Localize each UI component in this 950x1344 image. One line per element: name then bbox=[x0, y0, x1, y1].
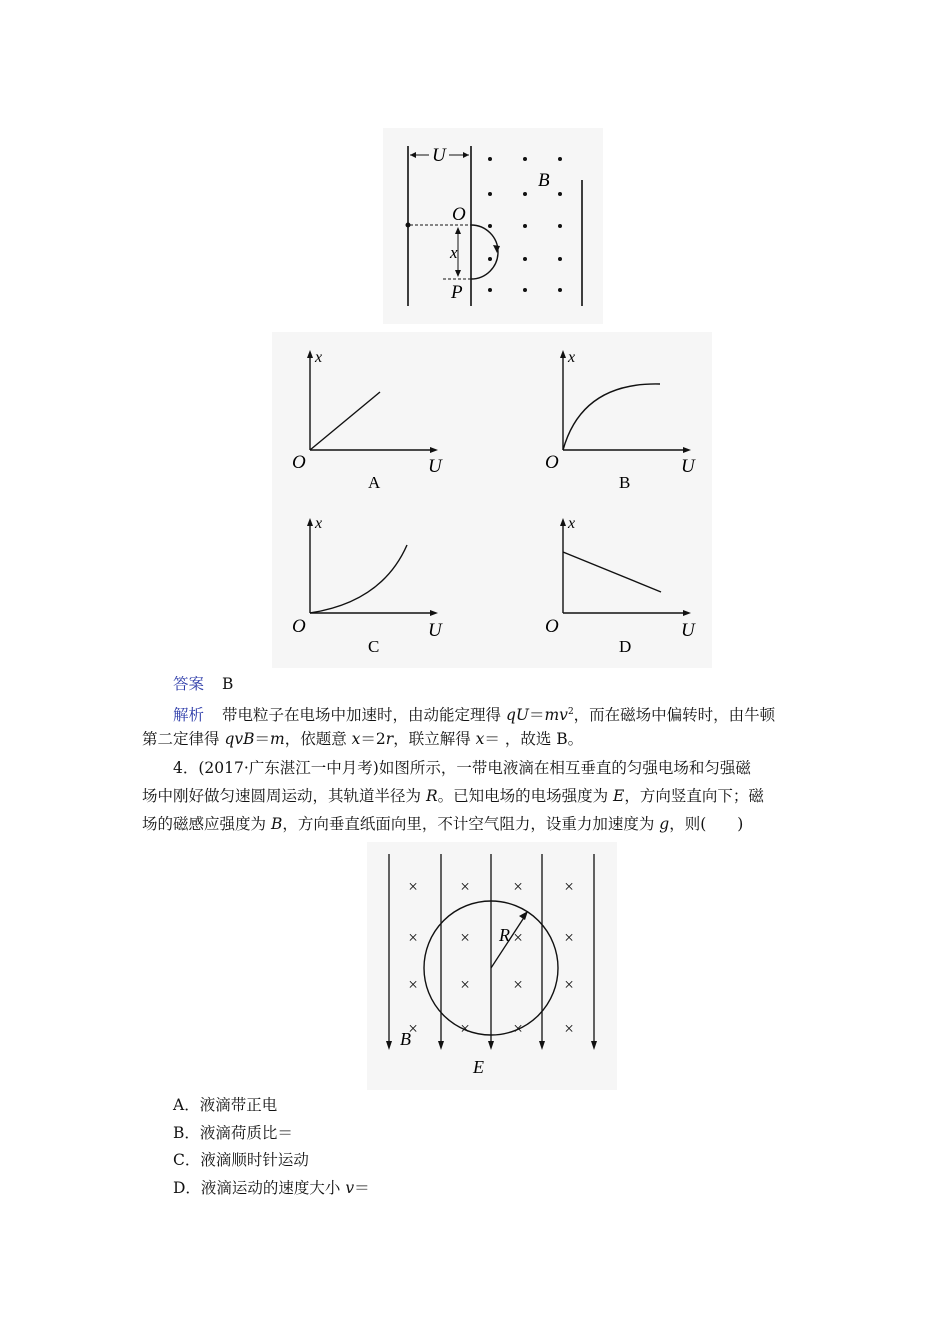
svg-text:x: x bbox=[568, 349, 576, 366]
answer-line bbox=[173, 672, 233, 696]
svg-text:×: × bbox=[460, 1019, 470, 1038]
svg-text:×: × bbox=[460, 928, 470, 947]
svg-text:x: x bbox=[315, 515, 323, 532]
graph-a-caption: A bbox=[368, 473, 381, 492]
label-x: x bbox=[450, 243, 458, 262]
svg-text:O: O bbox=[292, 452, 306, 473]
graph-c-caption: C bbox=[368, 637, 380, 656]
label-B: B bbox=[538, 170, 550, 191]
answer-label: 答案 bbox=[173, 675, 205, 693]
label-O: O bbox=[452, 204, 466, 225]
option-d: D．液滴运动的速度大小 v＝ bbox=[173, 1179, 370, 1197]
svg-text:×: × bbox=[408, 1019, 418, 1038]
svg-text:×: × bbox=[408, 928, 418, 947]
option-b: B．液滴荷质比＝ bbox=[173, 1124, 293, 1142]
svg-text:×: × bbox=[564, 975, 574, 994]
svg-text:×: × bbox=[513, 1019, 523, 1038]
option-a: A．液滴带正电 bbox=[173, 1096, 278, 1114]
svg-text:O: O bbox=[545, 616, 559, 637]
svg-text:U: U bbox=[681, 620, 695, 641]
svg-text:×: × bbox=[564, 1019, 574, 1038]
svg-text:O: O bbox=[545, 452, 559, 473]
svg-text:B: B bbox=[400, 1029, 411, 1049]
analysis-line-2: 第二定律得 qvB＝m，依题意 x＝2r，联立解得 x＝ ，故选 B。 bbox=[142, 730, 584, 748]
svg-text:R: R bbox=[499, 925, 510, 945]
svg-text:x: x bbox=[315, 349, 323, 366]
question4-line-2: 场中刚好做匀速圆周运动，其轨道半径为 R。已知电场的电场强度为 E，方向竖直向下；磁 bbox=[142, 787, 764, 805]
analysis-line-1: 解析 带电粒子在电场中加速时，由动能定理得 $qU=mv^2$，而在磁场中偏转时，由牛顿 bbox=[173, 706, 776, 725]
svg-text:O: O bbox=[292, 616, 306, 637]
analysis-label: 解析 bbox=[173, 706, 205, 725]
svg-text:×: × bbox=[513, 975, 523, 994]
svg-text:×: × bbox=[408, 975, 418, 994]
svg-text:×: × bbox=[513, 877, 523, 896]
option-c: C．液滴顺时针运动 bbox=[173, 1151, 309, 1169]
figure-crossed-fields bbox=[367, 842, 617, 1090]
svg-text:×: × bbox=[460, 877, 470, 896]
svg-text:E: E bbox=[473, 1057, 484, 1077]
svg-text:×: × bbox=[513, 928, 523, 947]
graph-d-caption: D bbox=[619, 637, 632, 656]
svg-text:x: x bbox=[568, 515, 576, 532]
question4-line-3: 场的磁感应强度为 B，方向垂直纸面向里，不计空气阻力，设重力加速度为 g，则( ) bbox=[142, 815, 744, 833]
label-U: U bbox=[432, 145, 446, 166]
graph-b-caption: B bbox=[619, 473, 631, 492]
svg-text:×: × bbox=[564, 877, 574, 896]
svg-text:×: × bbox=[460, 975, 470, 994]
figure-field-setup bbox=[383, 128, 603, 324]
question4-line-1: 4．(2017·广东湛江一中月考)如图所示，一带电液滴在相互垂直的匀强电场和匀强磁 bbox=[173, 759, 751, 777]
svg-text:×: × bbox=[564, 928, 574, 947]
graph-options-panel bbox=[272, 332, 712, 668]
svg-text:U: U bbox=[428, 456, 442, 477]
label-P: P bbox=[451, 282, 463, 303]
svg-text:U: U bbox=[681, 456, 695, 477]
svg-text:×: × bbox=[408, 877, 418, 896]
svg-text:U: U bbox=[428, 620, 442, 641]
answer-value: B bbox=[222, 675, 234, 693]
